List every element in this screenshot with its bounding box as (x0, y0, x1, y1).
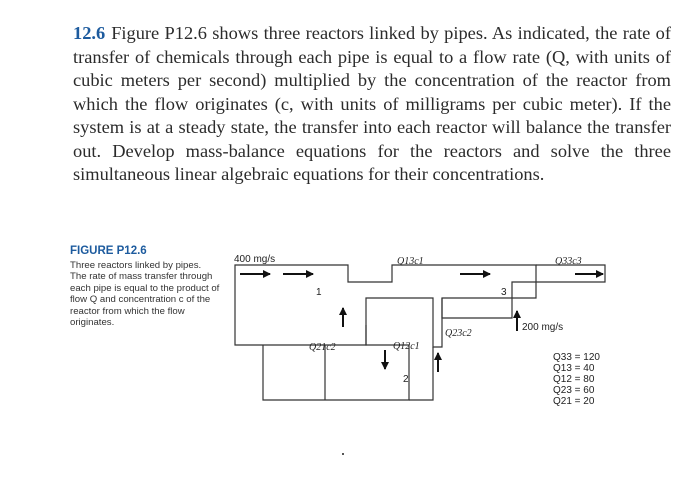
value-q33: Q33 = 120 (553, 352, 600, 363)
page-speck (342, 453, 344, 455)
flow-21-label: Q21c2 (309, 342, 336, 353)
inflow-1-label: 400 mg/s (234, 254, 276, 265)
reactor-1-label: 1 (316, 287, 322, 298)
flow-13-label: Q13c1 (397, 256, 424, 267)
reactor-2-shape (263, 325, 409, 400)
reactor-3-label: 3 (501, 287, 507, 298)
reactor-3-shape (442, 282, 536, 318)
figure-caption: Three reactors linked by pipes. The rate of mass transfer through each pipe is equal to the product of flow Q and concentration c of the reactor from which the flow originates. (70, 260, 220, 329)
reactor-2-label: 2 (403, 374, 409, 385)
flow-12-label: Q12c1 (393, 341, 420, 352)
figure-label: FIGURE P12.6 (70, 245, 147, 257)
flow-33-label: Q33c3 (555, 256, 582, 267)
value-q12: Q12 = 80 (553, 374, 595, 385)
reactor-1-shape (235, 265, 536, 347)
value-q21: Q21 = 20 (553, 396, 595, 407)
reactor-2-outline (325, 345, 433, 400)
flow-values (553, 352, 600, 407)
value-q13: Q13 = 40 (553, 363, 595, 374)
problem-text: Figure P12.6 shows three reactors linked by pipes. As indicated, the rate of transfer of chemicals through each pipe is equal to a flow rate (Q, with units of cubic meters per second) multiplied by the concentration of the reactor from which the flow originates (c, with units of milligrams per cubic meter). If the system is at a steady state, the transfer into each reactor will balance the transfer out. Develop mass-balance equations for the reactors and solve the three simultaneous linear algebraic equations for their concentrations. (73, 23, 671, 184)
problem-number: 12.6 (73, 23, 106, 43)
value-q23: Q23 = 60 (553, 385, 595, 396)
flow-23-label: Q23c2 (445, 328, 472, 339)
inflow-3-label: 200 mg/s (522, 322, 564, 333)
